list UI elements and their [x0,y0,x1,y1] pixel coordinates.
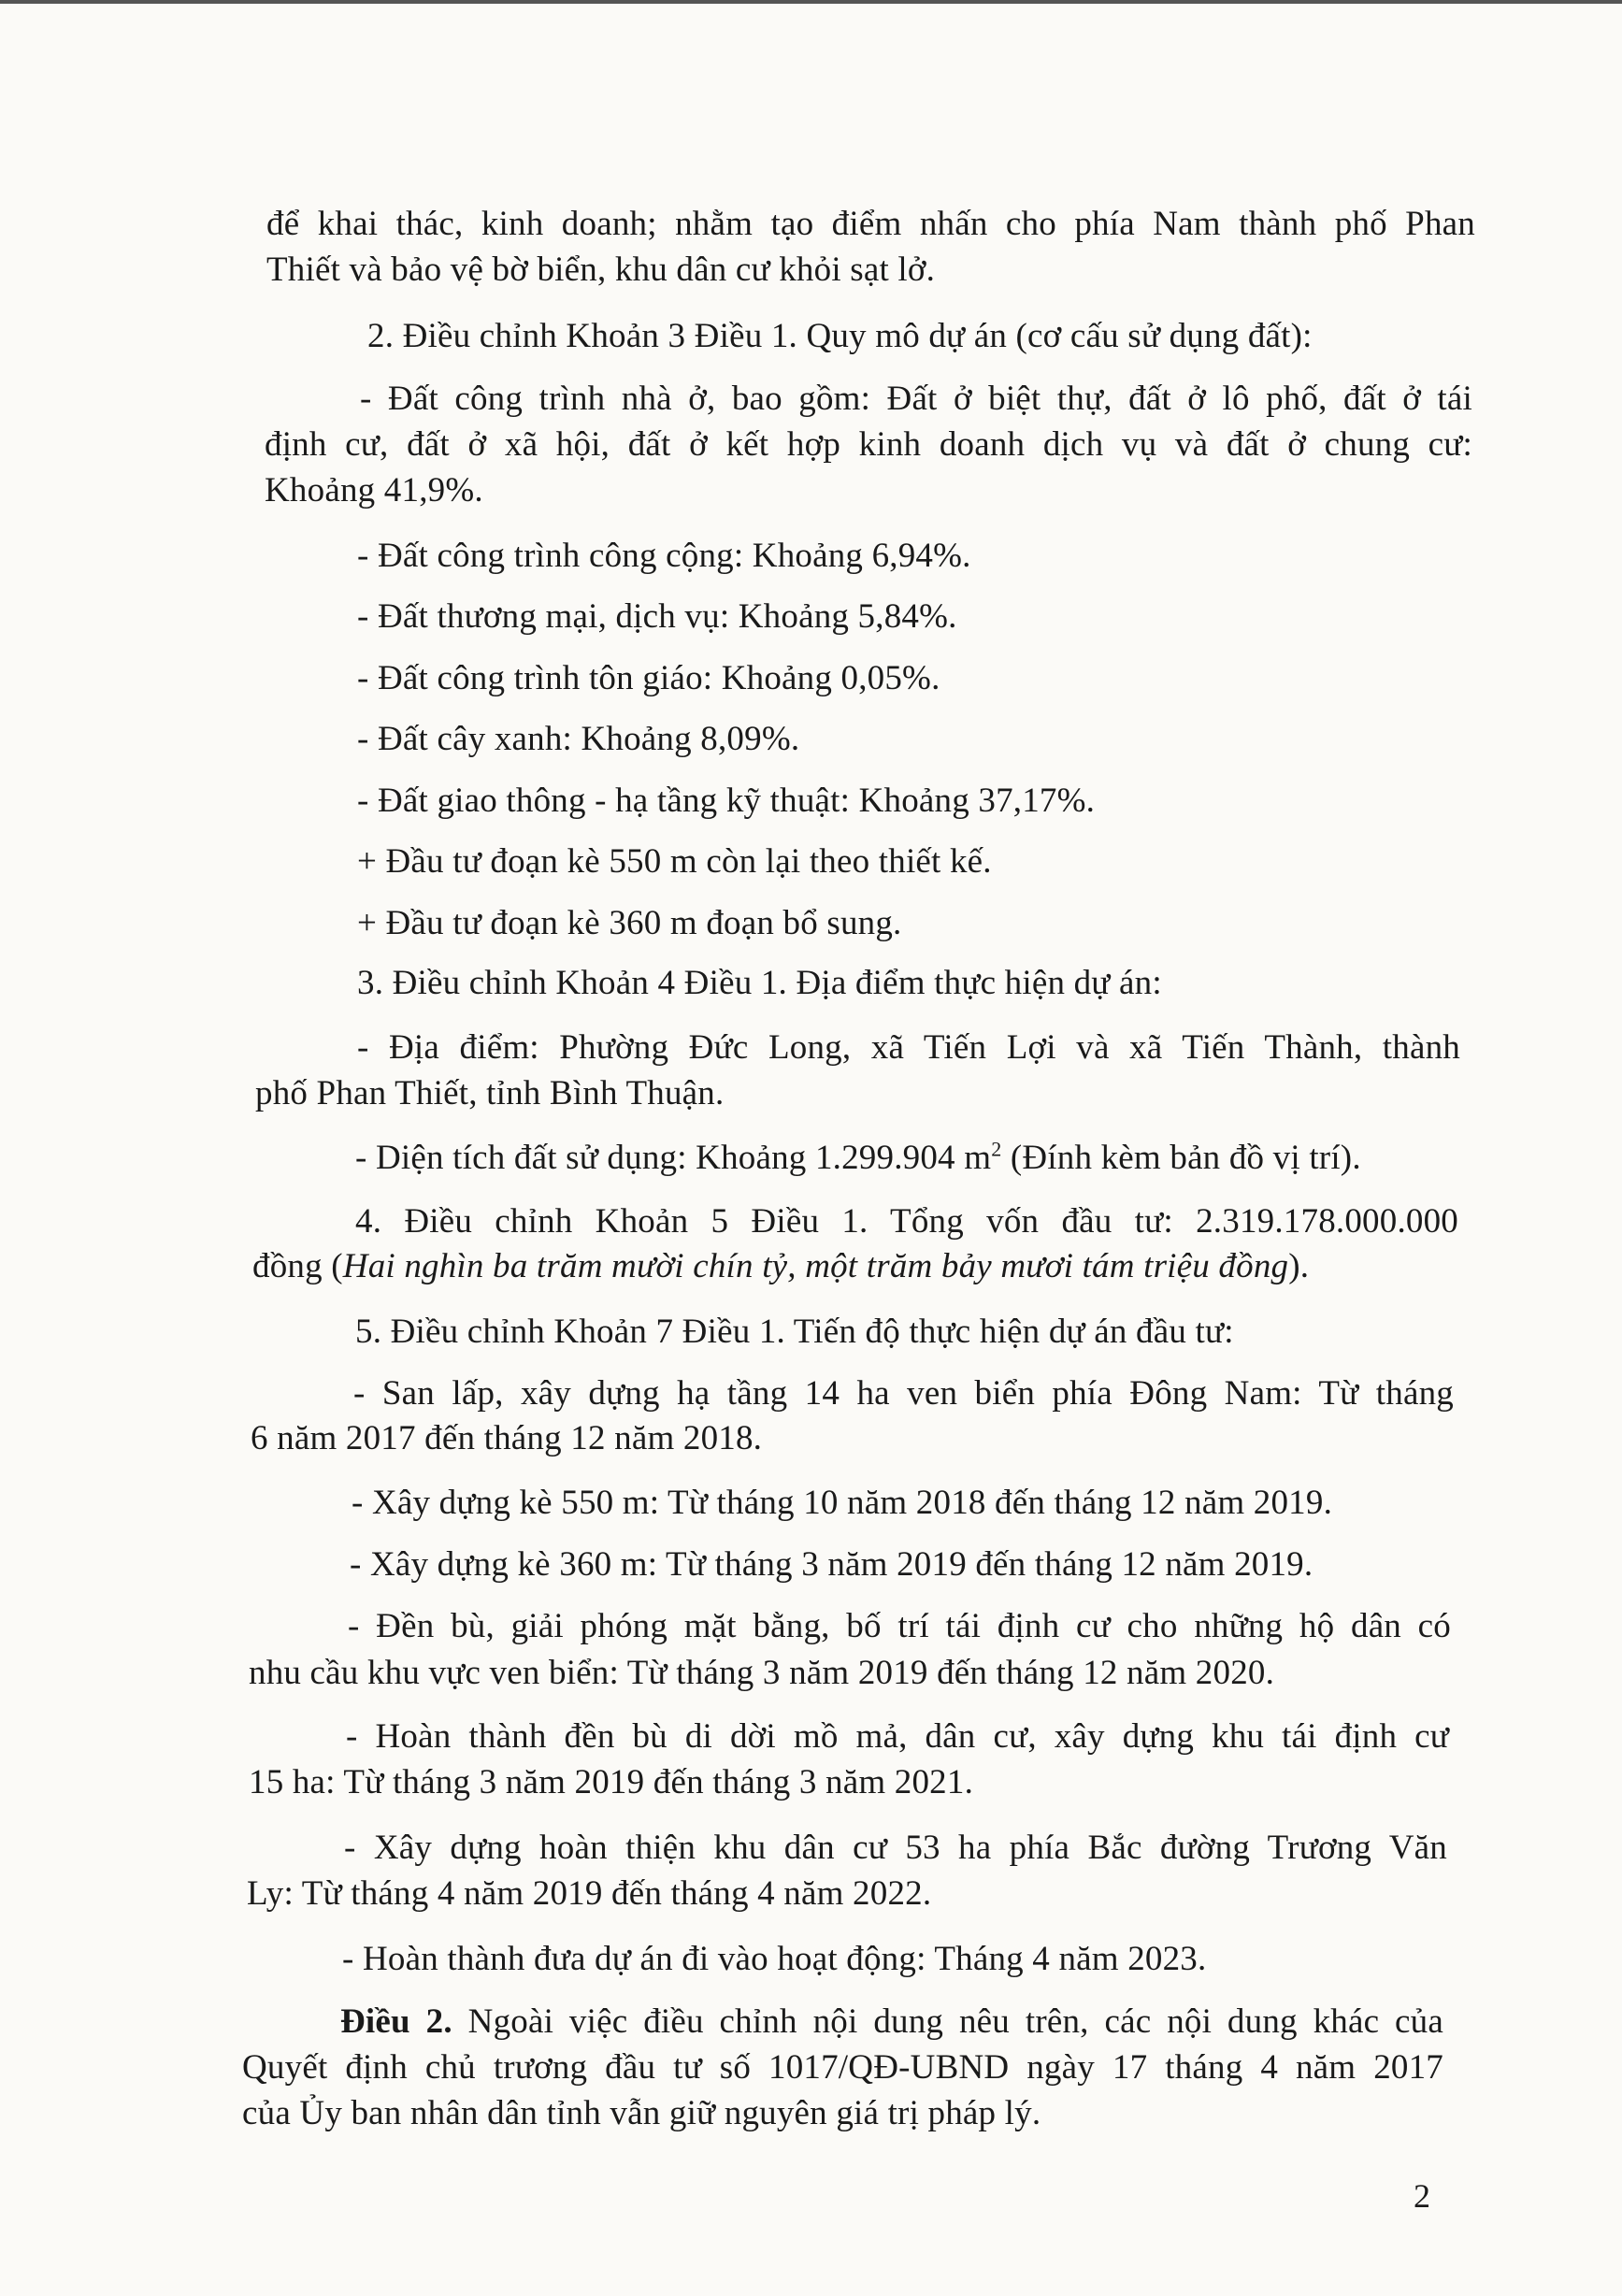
clause-5-heading: 5. Điều chỉnh Khoản 7 Điều 1. Tiến độ thực hiện dự án đầu tư: [355,1313,1234,1351]
body-line: 15 ha: Từ tháng 3 năm 2019 đến tháng 3 năm 2021. [249,1763,974,1801]
body-line: - Đất công trình nhà ở, bao gồm: Đất ở biệt thự, đất ở lô phố, đất ở tái [360,380,1472,418]
page-number: 2 [1414,2177,1430,2215]
body-line: Thiết và bảo vệ bờ biển, khu dân cư khỏi sạt lở. [266,251,936,289]
list-item: - Đất công trình tôn giáo: Khoảng 0,05%. [357,659,940,697]
body-line: - Đền bù, giải phóng mặt bằng, bố trí tái định cư cho những hộ dân có [348,1607,1451,1645]
list-item: - Đất cây xanh: Khoảng 8,09%. [357,720,800,758]
body-line: của Ủy ban nhân dân tỉnh vẫn giữ nguyên giá trị pháp lý. [242,2094,1041,2132]
land-area-line: - Diện tích đất sử dụng: Khoảng 1.299.904 $m^2$ (Đính kèm bản đồ vị trí). [355,1137,1361,1177]
list-item: + Đầu tư đoạn kè 550 m còn lại theo thiết kế. [357,842,992,881]
total-investment-line: đồng (Hai nghìn ba trăm mười chín tỷ, một trăm bảy mươi tám triệu đồng). [252,1247,1310,1285]
superscript: 2 [991,1137,1002,1161]
body-line: để khai thác, kinh doanh; nhằm tạo điểm nhấn cho phía Nam thành phố Phan [266,205,1475,243]
clause-3-heading: 3. Điều chỉnh Khoản 4 Điều 1. Địa điểm thực hiện dự án: [357,964,1162,1002]
list-item: - Xây dựng kè 550 m: Từ tháng 10 năm 2018 đến tháng 12 năm 2019. [352,1484,1333,1522]
list-item: - Đất giao thông - hạ tầng kỹ thuật: Khoảng 37,17%. [357,782,1096,820]
article-2-line: Điều 2. Ngoài việc điều chỉnh nội dung nêu trên, các nội dung khác của [340,2002,1444,2041]
list-item: + Đầu tư đoạn kè 360 m đoạn bổ sung. [357,904,902,942]
list-item: - Xây dựng kè 360 m: Từ tháng 3 năm 2019 đến tháng 12 năm 2019. [350,1545,1313,1584]
clause-4-heading: 4. Điều chỉnh Khoản 5 Điều 1. Tổng vốn đầu tư: 2.319.178.000.000 [355,1202,1458,1241]
body-line: phố Phan Thiết, tỉnh Bình Thuận. [255,1074,725,1112]
body-line: - Hoàn thành đền bù di dời mồ mả, dân cư, xây dựng khu tái định cư [346,1717,1449,1756]
list-item: - Hoàn thành đưa dự án đi vào hoạt động: Tháng 4 năm 2023. [342,1940,1207,1978]
clause-2-heading: 2. Điều chỉnh Khoản 3 Điều 1. Quy mô dự án (cơ cấu sử dụng đất): [367,317,1313,355]
body-line: Khoảng 41,9%. [265,471,483,509]
article-2-label: Điều 2. [340,2002,452,2041]
list-item: - Đất công trình công cộng: Khoảng 6,94%. [357,537,971,575]
body-line: Quyết định chủ trương đầu tư số 1017/QĐ-UBND ngày 17 tháng 4 năm 2017 [242,2048,1443,2087]
body-line: định cư, đất ở xã hội, đất ở kết hợp kinh doanh dịch vụ và đất ở chung cư: [265,425,1472,464]
amount-in-words: Hai nghìn ba trăm mười chín tỷ, một trăm bảy mươi tám triệu đồng [342,1247,1289,1285]
body-line: - San lấp, xây dựng hạ tầng 14 ha ven biển phía Đông Nam: Từ tháng [353,1374,1454,1413]
body-line: 6 năm 2017 đến tháng 12 năm 2018. [251,1419,763,1457]
list-item: - Đất thương mại, dịch vụ: Khoảng 5,84%. [357,597,957,636]
body-line: - Xây dựng hoàn thiện khu dân cư 53 ha phía Bắc đường Trương Văn [344,1829,1447,1867]
body-line: Ly: Từ tháng 4 năm 2019 đến tháng 4 năm 2022. [247,1874,932,1913]
body-line: - Địa điểm: Phường Đức Long, xã Tiến Lợi và xã Tiến Thành, thành [357,1028,1460,1067]
body-line: nhu cầu khu vực ven biển: Từ tháng 3 năm 2019 đến tháng 12 năm 2020. [249,1654,1275,1692]
